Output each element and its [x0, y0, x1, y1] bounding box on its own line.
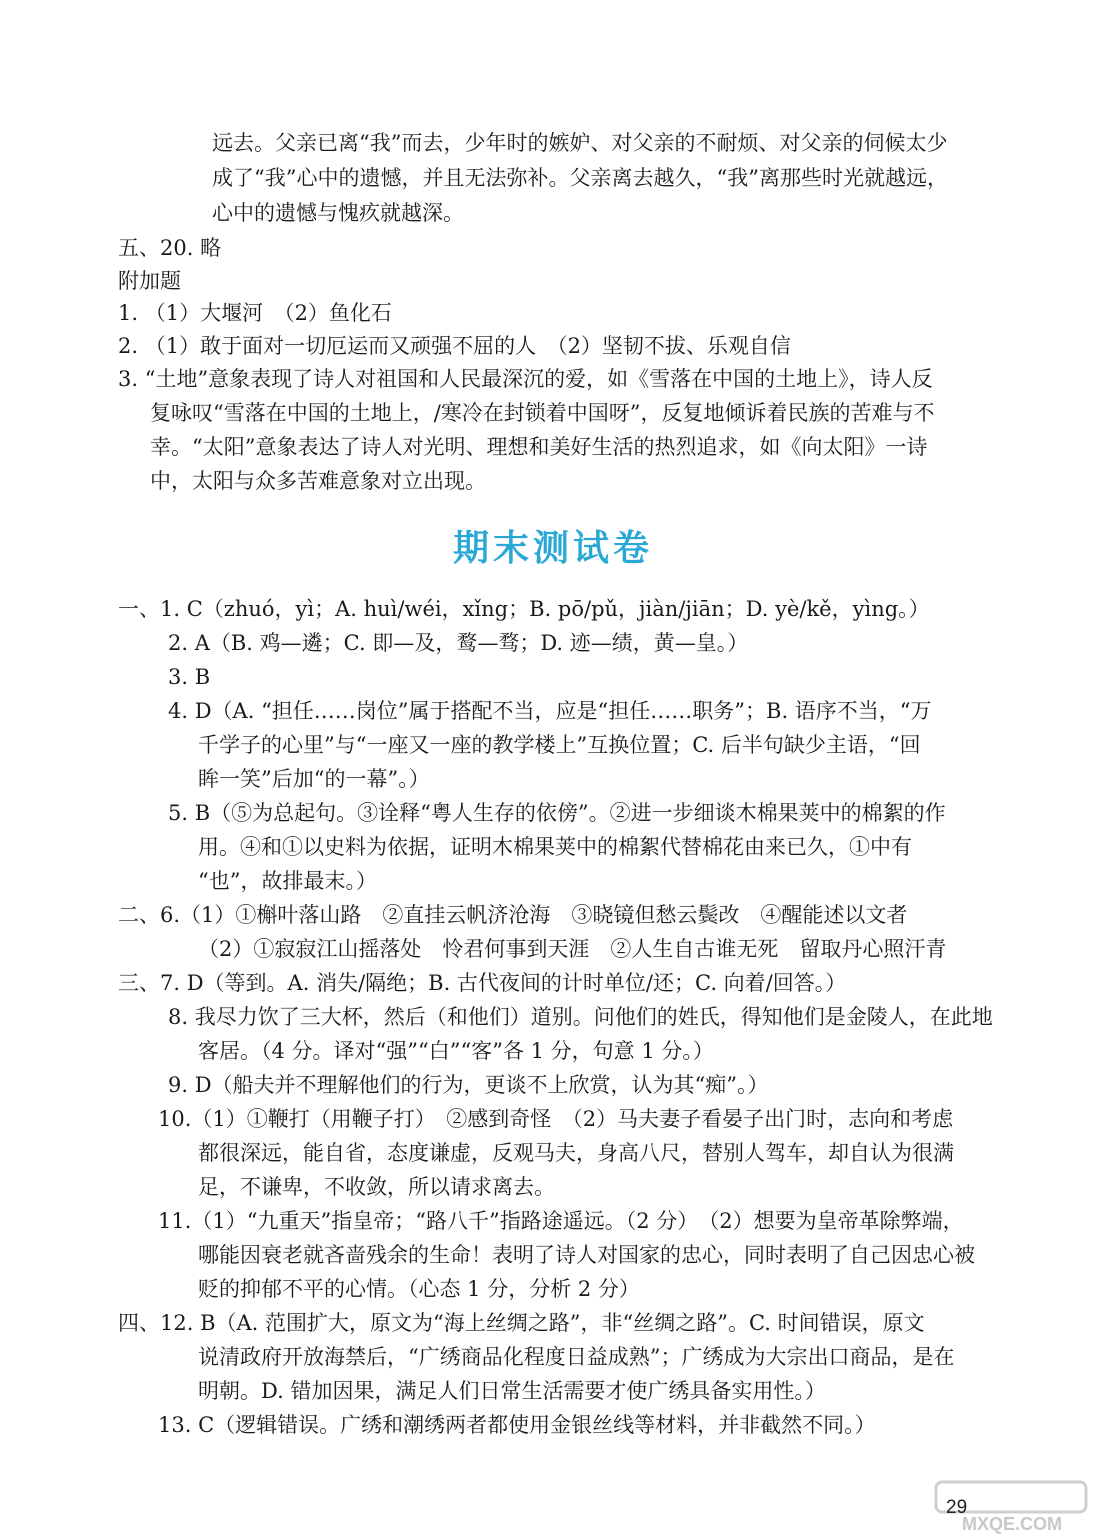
answer-10-line: 10.（1）①鞭打（用鞭子打） ②感到奇怪 （2）马夫妻子看晏子出门时，志向和考虑 — [158, 1107, 954, 1131]
extra-answer-2: 2. （1）敢于面对一切厄运而又顽强不屈的人 （2）坚韧不拔、乐观自信 — [118, 334, 791, 358]
exam-title: 期末测试卷 — [452, 528, 653, 569]
answer-5-line: “也”，故排最末。） — [198, 869, 377, 893]
answer-11-line: 哪能因衰老就吝啬残余的生命！表明了诗人对国家的忠心，同时表明了自己因忠心被 — [198, 1243, 975, 1267]
extra-answer-3-line: 复咏叹“雪落在中国的土地上，/寒冷在封锁着中国呀”，反复地倾诉着民族的苦难与不 — [150, 401, 935, 425]
answer-11-line: 贬的抑郁不平的心情。（心态 1 分，分析 2 分） — [198, 1277, 640, 1301]
page-number: 29 — [946, 1497, 968, 1518]
answer-13: 13. C（逻辑错误。广绣和潮绣两者都使用金银丝线等材料，并非截然不同。） — [158, 1413, 876, 1437]
paragraph-line: 成了“我”心中的遗憾，并且无法弥补。父亲离去越久，“我”离那些时光就越远， — [212, 166, 948, 190]
paragraph-line: 心中的遗憾与愧疚就越深。 — [212, 201, 464, 225]
answer-9: 9. D（船夫并不理解他们的行为，更谈不上欣赏，认为其“痴”。） — [168, 1073, 769, 1097]
answer-4-line: 千学子的心里”与“一座又一座的教学楼上”互换位置；C. 后半句缺少主语，“回 — [198, 733, 921, 757]
answer-5-line: 5. B（⑤为总起句。③诠释“粤人生存的依傍”。②进一步细谈木棉果荚中的棉絮的作 — [168, 801, 946, 825]
answer-1: 一、1. C（zhuó，yì；A. huì/wéi，xǐng；B. pō/pǔ，jiàn/jiān；D. yè/kě，yìng。） — [118, 597, 930, 621]
answer-12-line: 四、12. B（A. 范围扩大，原文为“海上丝绸之路”，非“丝绸之路”。C. 时间错误，原文 — [118, 1311, 925, 1335]
answer-6-line: （2）①寂寂江山摇落处 怜君何事到天涯 ②人生自古谁无死 留取丹心照汗青 — [198, 937, 947, 961]
answer-7: 三、7. D（等到。A. 消失/隔绝；B. 古代夜间的计时单位/还；C. 向着/回答。） — [118, 971, 847, 995]
answer-12-line: 明朝。D. 错加因果，满足人们日常生活需要才使广绣具备实用性。） — [198, 1379, 826, 1403]
extra-answer-3-line: 中，太阳与众多苦难意象对立出现。 — [150, 469, 486, 493]
answer-12-line: 说清政府开放海禁后，“广绣商品化程度日益成熟”；广绣成为大宗出口商品，是在 — [198, 1345, 955, 1369]
answer-8-line: 8. 我尽力饮了三大杯，然后（和他们）道别。问他们的姓氏，得知他们是金陵人，在此地 — [168, 1005, 993, 1029]
watermark-text: MXQE.COM — [961, 1514, 1063, 1534]
extra-answer-1: 1. （1）大堰河 （2）鱼化石 — [118, 301, 392, 325]
answer-6-line: 二、6.（1）①槲叶落山路 ②直挂云帆济沧海 ③晓镜但愁云鬓改 ④醒能述以文者 — [118, 903, 908, 927]
answer-4-line: 4. D（A. “担任……岗位”属于搭配不当，应是“担任……职务”；B. 语序不当，“万 — [168, 699, 932, 723]
extra-questions-heading: 附加题 — [118, 269, 181, 293]
answer-3: 3. B — [168, 665, 211, 689]
answer-4-line: 眸一笑”后加“的一幕”。） — [198, 767, 430, 791]
answer-section-5: 五、20. 略 — [118, 236, 222, 260]
answer-10-line: 都很深远，能自省，态度谦虚，反观马夫，身高八尺，替别人驾车，却自认为很满 — [198, 1141, 954, 1165]
extra-answer-3-line: 幸。“太阳”意象表达了诗人对光明、理想和美好生活的热烈追求，如《向太阳》一诗 — [150, 435, 928, 459]
answer-11-line: 11.（1）“九重天”指皇帝；“路八千”指路途遥远。（2 分） （2）想要为皇帝革除弊端， — [158, 1209, 964, 1233]
answer-8-line: 客居。（4 分。译对“强”“白”“客”各 1 分，句意 1 分。） — [198, 1039, 714, 1063]
answer-2: 2. A（B. 鸡—遴；C. 即—及，鹜—骛；D. 迹—绩，黄—皇。） — [168, 631, 749, 655]
paragraph-line: 远去。父亲已离“我”而去，少年时的嫉妒、对父亲的不耐烦、对父亲的伺候太少 — [212, 131, 948, 155]
answer-5-line: 用。④和①以史料为依据，证明木棉果荚中的棉絮代替棉花由来已久，①中有 — [198, 835, 912, 859]
answer-10-line: 足，不谦卑，不收敛，所以请求离去。 — [198, 1175, 555, 1199]
extra-answer-3-line: 3. “土地”意象表现了诗人对祖国和人民最深沉的爱，如《雪落在中国的土地上》，诗人反 — [118, 367, 933, 391]
